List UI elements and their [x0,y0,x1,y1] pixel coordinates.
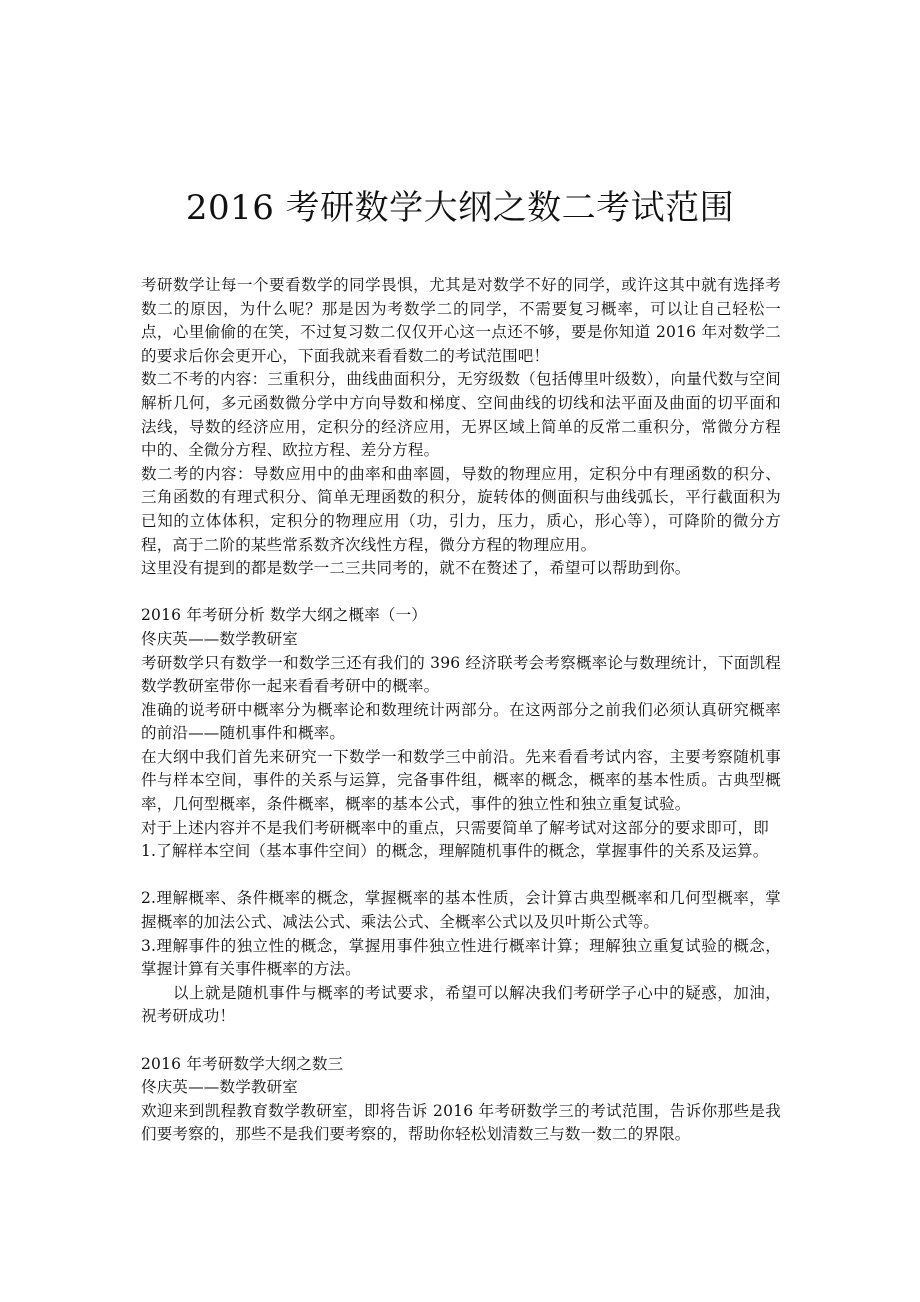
section2-heading: 2016 年考研分析 数学大纲之概率（一） [141,606,428,625]
section1-tested: 数二考的内容：导数应用中的曲率和曲率圆，导数的物理应用，定积分中有理函数的积分、三角函数的有理式积分、简单无理函数的积分，旋转体的侧面积与曲线弧长，平行截面积为已知的立体体积，定积分的物理应用（功，引力，压力，质心，形心等），可降阶的微分方程，高于二阶的某些常系数齐次线性方程，微分方程的物理应用。 [141,464,781,554]
section1-not-tested: 数二不考的内容：三重积分，曲线曲面积分，无穷级数（包括傅里叶级数），向量代数与空间解析几何，多元函数微分学中方向导数和梯度、空间曲线的切线和法平面及曲面的切平面和法线，导数的经济应用，定积分的经济应用，无界区域上简单的反常二重积分，常微分方程中的、全微分方程、欧拉方程、差分方程。 [141,370,781,460]
document-title: 2016 考研数学大纲之数二考试范围 [185,188,735,228]
section1-closing: 这里没有提到的都是数学一二三共同考的，就不在赘述了，希望可以帮助到你。 [141,559,691,578]
section2-paragraph-1: 考研数学只有数学一和数学三还有我们的 396 经济联考会考察概率论与数理统计，下面凯程数学教研室带你一起来看看考研中的概率。 [141,653,781,696]
section2-requirement-2: 2.理解概率、条件概率的概念，掌握概率的基本性质，会计算古典型概率和几何型概率，掌握概率的加法公式、减法公式、乘法公式、全概率公式以及贝叶斯公式等。 [141,889,781,932]
section2-paragraph-2: 准确的说考研中概率分为概率论和数理统计两部分。在这两部分之前我们必须认真研究概率的前沿——随机事件和概率。 [141,700,781,743]
section2-requirement-1: 1.了解样本空间（基本事件空间）的概念，理解随机事件的概念，掌握事件的关系及运算。 [141,842,769,861]
section2-author: 佟庆英——数学教研室 [141,629,299,648]
blank-line [141,581,781,605]
blank-line [141,1029,781,1053]
blank-line [141,864,781,888]
section1-intro: 考研数学让每一个要看数学的同学畏惧，尤其是对数学不好的同学，或许这其中就有选择考数二的原因，为什么呢？那是因为考数学二的同学，不需要复习概率，可以让自己轻松一点，心里偷偷的在笑，不过复习数二仅仅开心这一点还不够，要是你知道 2016 年对数学二的要求后你会更开心，下面我就来看看数二的考试范围吧！ [141,276,781,365]
section2-paragraph-4: 对于上述内容并不是我们考研概率中的重点，只需要简单了解考试对这部分的要求即可，即 [141,818,770,837]
section3-paragraph-1: 欢迎来到凯程教育数学教研室，即将告诉 2016 年考研数学三的考试范围，告诉你那些是我们要考察的，那些不是我们要考察的，帮助你轻松划清数三与数一数二的界限。 [141,1101,781,1144]
section2-closing: 以上就是随机事件与概率的考试要求，希望可以解决我们考研学子心中的疑惑，加油，祝考研成功！ [141,983,781,1026]
section3-author: 佟庆英——数学教研室 [141,1078,299,1097]
section2-requirement-3: 3.理解事件的独立性的概念，掌握用事件独立性进行概率计算；理解独立重复试验的概念，掌握计算有关事件概率的方法。 [141,936,781,979]
section2-paragraph-3: 在大纲中我们首先来研究一下数学一和数学三中前沿。先来看看考试内容，主要考察随机事件与样本空间，事件的关系与运算，完备事件组，概率的概念，概率的基本性质。古典型概率，几何型概率，条件概率，概率的基本公式，事件的独立性和独立重复试验。 [141,747,781,814]
section3-heading: 2016 年考研数学大纲之数三 [141,1054,344,1073]
document-body [141,274,781,1147]
